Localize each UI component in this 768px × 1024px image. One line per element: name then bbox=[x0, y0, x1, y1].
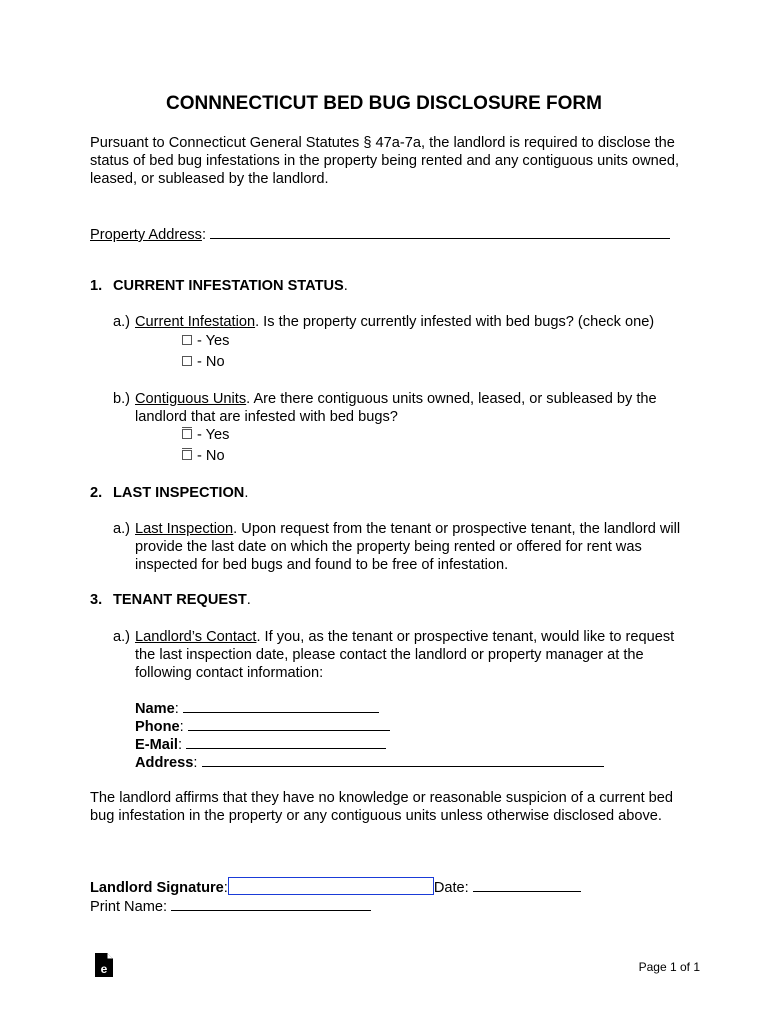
contiguous-units-heading: Contiguous Units bbox=[135, 391, 247, 407]
section-2-heading: 2. LAST INSPECTION. bbox=[90, 485, 249, 501]
contact-address-row: Address: bbox=[135, 752, 604, 772]
section-1-heading: 1. CURRENT INFESTATION STATUS. bbox=[90, 278, 348, 294]
infestation-no-option[interactable]: - No bbox=[182, 354, 225, 370]
print-name-label: Print Name: bbox=[90, 899, 168, 915]
print-name-field[interactable] bbox=[171, 896, 371, 911]
property-address-label: Property Address bbox=[90, 227, 202, 243]
section-3-heading: 3. TENANT REQUEST. bbox=[90, 592, 251, 608]
eforms-logo-icon bbox=[94, 952, 114, 978]
contact-name-field[interactable] bbox=[183, 698, 379, 713]
contact-phone-row: Phone: bbox=[135, 716, 390, 736]
signature-row: Landlord Signature: Date: bbox=[90, 877, 581, 897]
signature-field[interactable] bbox=[228, 877, 434, 895]
section-3a: a.) Landlord’s Contact. If you, as the tenant or prospective tenant, would like to request the last inspection date, please contact the landlord or property manager at the following contact information: bbox=[113, 629, 675, 681]
checkbox-icon[interactable] bbox=[182, 429, 192, 439]
contact-name-row: Name: bbox=[135, 698, 379, 718]
date-field[interactable] bbox=[473, 877, 581, 892]
print-name-row bbox=[90, 896, 371, 915]
contiguous-no-option[interactable]: - No bbox=[182, 448, 225, 464]
current-infestation-heading: Current Infestation bbox=[135, 314, 256, 330]
infestation-yes-option[interactable]: - Yes bbox=[182, 333, 229, 349]
last-inspection-heading: Last Inspection bbox=[135, 521, 234, 537]
property-address-field[interactable] bbox=[210, 224, 670, 239]
property-address-row: Property Address: bbox=[90, 224, 670, 243]
section-2a: a.) Last Inspection. Upon request from the tenant or prospective tenant, the landlord will provide the last date on which the property being rented or offered for rent was inspected for bed bugs and found to be free of infestation. bbox=[113, 521, 681, 573]
checkbox-icon[interactable] bbox=[182, 335, 192, 345]
section-1b: b.) Contiguous Units. Are there contiguous units owned, leased, or subleased by the landlord that are infested with bed bugs? bbox=[113, 391, 657, 425]
contact-email-field[interactable] bbox=[186, 734, 386, 749]
contact-email-row: E-Mail: bbox=[135, 734, 386, 754]
contiguous-yes-option[interactable]: - Yes bbox=[182, 427, 229, 443]
contact-address-field[interactable] bbox=[202, 752, 604, 767]
section-1a: a.) Current Infestation. Is the property currently infested with bed bugs? (check one) bbox=[113, 314, 655, 330]
signature-label: Landlord Signature bbox=[90, 880, 224, 896]
contact-phone-field[interactable] bbox=[188, 716, 390, 731]
landlords-contact-heading: Landlord’s Contact bbox=[135, 629, 257, 645]
checkbox-icon[interactable] bbox=[182, 356, 192, 366]
date-label: Date: bbox=[433, 880, 469, 896]
page-number: Page 1 of 1 bbox=[638, 960, 700, 974]
svg-text:e: e bbox=[100, 962, 108, 976]
affirmation-paragraph: The landlord affirms that they have no knowledge or reasonable suspicion of a current bed bug infestation in the property or any contiguous units unless otherwise disclosed above. bbox=[90, 790, 674, 824]
intro-paragraph: Pursuant to Connecticut General Statutes § 47a-7a, the landlord is required to disclose the status of bed bug infestations in the property being rented and any contiguous units owned, leased, or subleased by the landlord. bbox=[90, 135, 680, 187]
form-title: CONNNECTICUT BED BUG DISCLOSURE FORM bbox=[166, 93, 602, 114]
checkbox-icon[interactable] bbox=[182, 450, 192, 460]
